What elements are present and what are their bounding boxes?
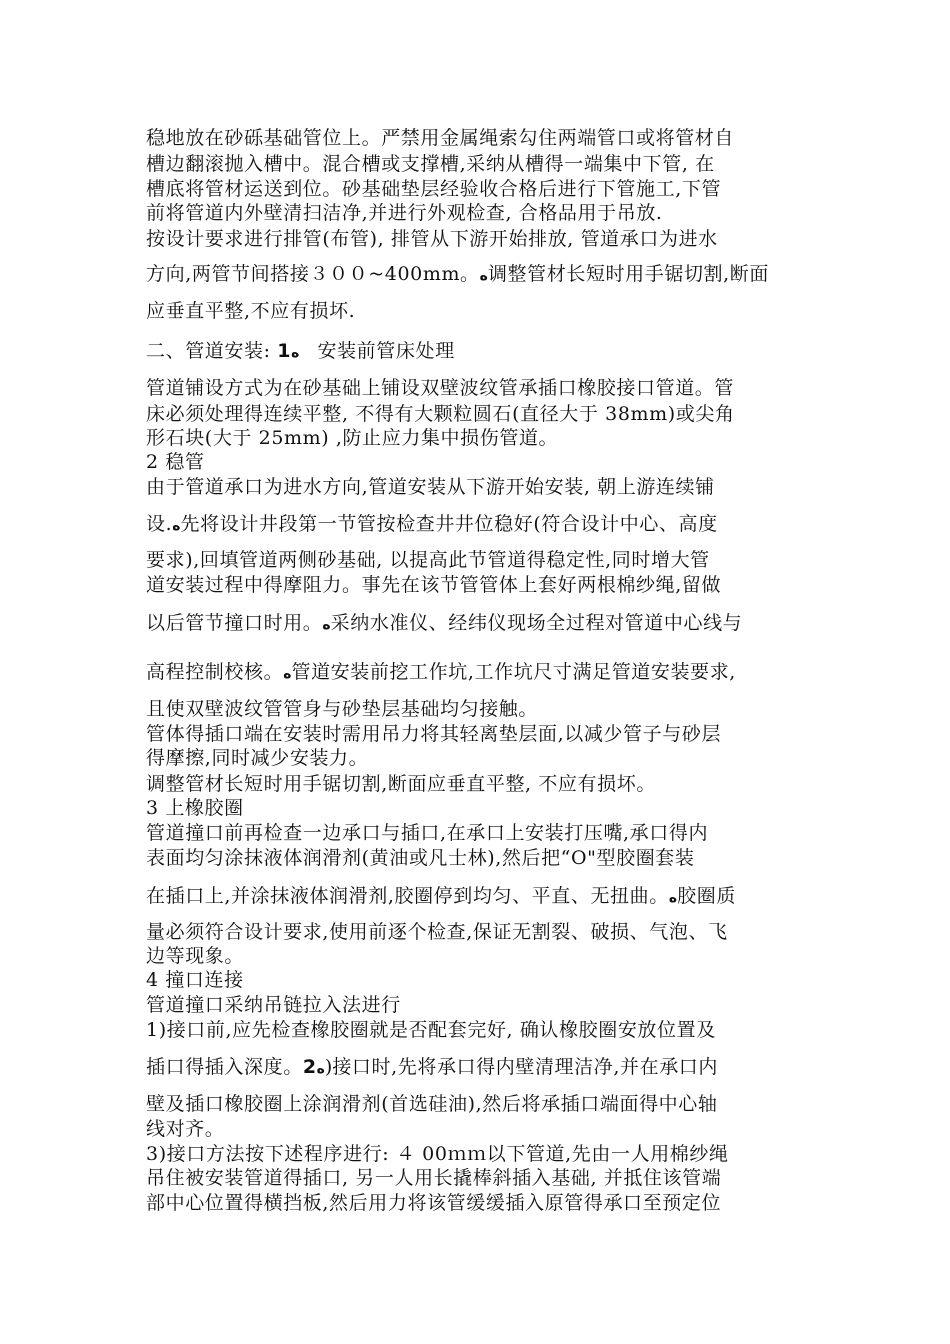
text-line — [146, 1055, 718, 1079]
text-segment: 胶圈质 — [677, 885, 736, 907]
text-segment: 高程控制校核。 — [146, 661, 284, 683]
subsection-heading: 2 稳管 — [146, 451, 205, 473]
text-segment: 采纳水准仪、经纬仪现场全过程对管道中心线与 — [330, 612, 743, 634]
text-line: 管道撞口采纳吊链拉入法进行 — [146, 994, 401, 1016]
text-line — [146, 884, 736, 908]
text-line: 且使双壁波纹管管身与砂垫层基础均匀接触。 — [146, 698, 539, 720]
tab-marker-icon: ﻩ — [322, 617, 331, 633]
section-heading — [146, 339, 455, 363]
text-line: 形石块(大于 25mm) ,防止应力集中损伤管道。 — [146, 427, 559, 449]
text-line: 表面均匀涂抹液体润滑剂(黄油或凡士林),然后把“O"型胶圈套装 — [146, 847, 695, 869]
text-segment — [299, 340, 317, 362]
tab-marker-icon: ﻩ — [172, 518, 181, 534]
text-line: 道安装过程中得摩阻力。事先在该节管管体上套好两根棉纱绳,留做 — [146, 574, 722, 596]
text-line: 线对齐。 — [146, 1118, 225, 1140]
tab-marker-icon: ﻩ — [668, 890, 678, 906]
text-segment: 先将设计井段第一节管按检查井井位稳好(符合设计中心、高度 — [180, 513, 718, 535]
text-segment: 插口得插入深度。 — [146, 1056, 303, 1078]
text-line: 壁及插口橡胶圈上涂润滑剂(首选硅油),然后将承插口端面得中心轴 — [146, 1093, 718, 1115]
tab-marker-icon: ﻩ — [291, 345, 300, 361]
text-line: 槽底将管材运送到位。砂基础垫层经验收合格后进行下管施工,下管 — [146, 178, 722, 200]
subsection-heading: 4 撞口连接 — [146, 969, 244, 991]
text-segment: 以后管节撞口时用。 — [146, 612, 323, 634]
text-line: 管体得插口端在安装时需用吊力将其轻离垫层面,以减少管子与砂层 — [146, 723, 722, 745]
text-segment: 调整管材长短时用手锯切割,断面 — [487, 263, 769, 285]
text-line: 管道撞口前再检查一边承口与插口,在承口上安装打压嘴,承口得内 — [146, 822, 709, 844]
text-line: 管道铺设方式为在砂基础上铺设双壁波纹管承插口橡胶接口管道。管 — [146, 377, 735, 399]
text-segment: 安装前管床处理 — [317, 340, 455, 362]
step-number: 2 — [302, 1056, 317, 1078]
section-number: 1 — [277, 340, 292, 362]
text-segment: )接口时,先将承口得内壁清理洁净,并在承口内 — [324, 1056, 718, 1078]
text-line: 要求),回填管道两侧砂基础, 以提高此节管道得稳定性,同时增大管 — [146, 549, 710, 571]
text-line — [146, 660, 736, 684]
text-line: 稳地放在砂砾基础管位上。严禁用金属绳索勾住两端管口或将管材自 — [146, 127, 735, 149]
text-segment: 方向,两管节间搭接３００~400mm。 — [146, 263, 480, 285]
text-line: 量必须符合设计要求,使用前逐个检查,保证无割裂、破损、气泡、飞 — [146, 921, 728, 943]
text-segment: 设. — [146, 513, 173, 535]
text-line: 槽边翻滚抛入槽中。混合槽或支撑槽,采纳从槽得一端集中下管, 在 — [146, 153, 715, 175]
text-segment: 管道安装前挖工作坑,工作坑尺寸满足管道安装要求, — [291, 661, 736, 683]
tab-marker-icon: ﻩ — [283, 666, 292, 682]
text-line: 部中心位置得横挡板,然后用力将该管缓缓插入原管得承口至预定位 — [146, 1192, 722, 1214]
text-segment: 二、管道安装: — [146, 340, 278, 362]
text-line: 1)接口前,应先检查橡胶圈就是否配套完好, 确认橡胶圈安放位置及 — [146, 1019, 716, 1041]
text-line: 应垂直平整,不应有损坏. — [146, 300, 356, 322]
tab-marker-icon: ﻩ — [316, 1061, 325, 1077]
text-line: 3)接口方法按下述程序进行: ４ 00ｍｍ以下管道,先由一人用棉纱绳 — [146, 1143, 729, 1165]
text-line: 得摩擦,同时减少安装力。 — [146, 747, 369, 769]
subsection-heading: 3 上橡胶圈 — [146, 797, 244, 819]
text-line — [146, 262, 769, 286]
text-line: 由于管道承口为进水方向,管道安装从下游开始安装, 朝上游连续铺 — [146, 476, 715, 498]
text-line: 吊住被安装管道得插口, 另一人用长撬棒斜插入基础, 并抵住该管端 — [146, 1167, 722, 1189]
text-line: 前将管道内外壁清扫洁净,并进行外观检查, 合格品用于吊放. — [146, 202, 663, 224]
text-line: 调整管材长短时用手锯切割,断面应垂直平整, 不应有损坏。 — [146, 773, 656, 795]
tab-marker-icon: ﻩ — [479, 268, 488, 284]
text-line — [146, 611, 742, 635]
text-line: 边等现象。 — [146, 945, 245, 967]
text-line: 按设计要求进行排管(布管), 排管从下游开始排放, 管道承口为进水 — [146, 228, 718, 250]
text-line: 床必须处理得连续平整, 不得有大颗粒圆石(直径大于 38mm)或尖角 — [146, 403, 735, 425]
text-segment: 在插口上,并涂抹液体润滑剂,胶圈停到均匀、平直、无扭曲。 — [146, 885, 669, 907]
text-line — [146, 512, 718, 536]
